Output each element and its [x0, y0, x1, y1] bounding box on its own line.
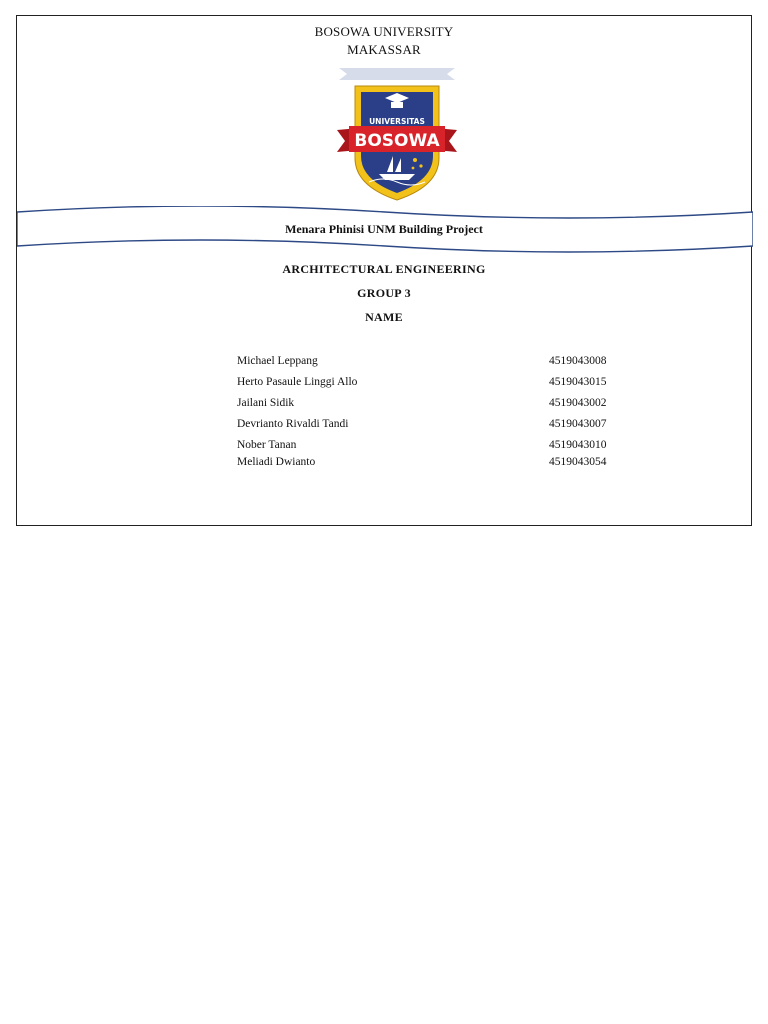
project-title: Menara Phinisi UNM Building Project: [285, 222, 483, 236]
member-id: 4519043015: [549, 376, 607, 388]
list-item: [237, 417, 657, 438]
group-heading: GROUP 3: [357, 286, 411, 300]
list-item: [237, 455, 657, 476]
university-logo: [335, 64, 459, 204]
member-id: 4519043054: [549, 456, 607, 468]
member-name: Meliadi Dwianto: [237, 456, 316, 468]
member-name: Michael Leppang: [237, 355, 318, 367]
list-item: [237, 396, 657, 417]
logo-top-text: UNIVERSITAS: [369, 117, 425, 126]
member-name: Jailani Sidik: [237, 397, 295, 409]
list-item: [237, 438, 657, 455]
member-id: 4519043002: [549, 397, 607, 409]
member-id: 4519043010: [549, 439, 607, 451]
name-heading: NAME: [365, 310, 403, 324]
bosowa-crest-icon: [335, 64, 459, 204]
member-id: 4519043008: [549, 355, 607, 367]
member-id: 4519043007: [549, 418, 607, 430]
member-name: Devrianto Rivaldi Tandi: [237, 418, 349, 430]
member-name: Herto Pasaule Linggi Allo: [237, 376, 358, 388]
member-name: Nober Tanan: [237, 439, 297, 451]
department-heading: ARCHITECTURAL ENGINEERING: [282, 262, 486, 276]
logo-banner-text: BOSOWA: [354, 131, 440, 151]
university-city: MAKASSAR: [347, 42, 421, 57]
list-item: [237, 375, 657, 396]
list-item: [237, 354, 657, 375]
member-list: [237, 354, 657, 476]
university-name: BOSOWA UNIVERSITY: [314, 24, 454, 39]
cover-page: [16, 15, 752, 526]
